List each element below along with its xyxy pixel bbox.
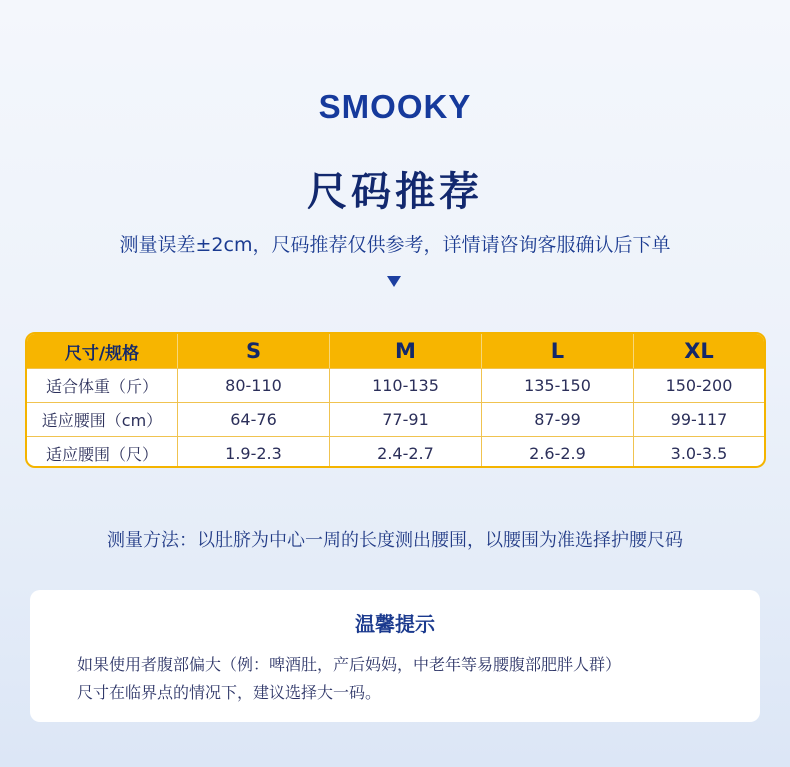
tips-line-1: 如果使用者腹部偏大（例：啤酒肚，产后妈妈，中老年等易腰腹部肥胖人群） (77, 655, 622, 674)
table-cell: 87-99 (482, 402, 634, 436)
table-cell: 150-200 (634, 368, 764, 402)
table-cell: 适合体重（斤） (27, 368, 178, 402)
table-cell: 99-117 (634, 402, 764, 436)
table-row-weight (27, 368, 764, 402)
tips-title: 温馨提示 (355, 612, 435, 636)
measurement-method: 测量方法：以肚脐为中心一周的长度测出腰围，以腰围为准选择护腰尺码 (107, 530, 683, 551)
table-cell: 1.9-2.3 (178, 436, 330, 468)
table-cell: 2.6-2.9 (482, 436, 634, 468)
table-cell: 77-91 (330, 402, 482, 436)
table-header-row (27, 334, 764, 368)
table-row-waist-cm (27, 402, 764, 436)
table-cell: 3.0-3.5 (634, 436, 764, 468)
brand-logo: SMOOKY (318, 88, 472, 125)
table-cell: 80-110 (178, 368, 330, 402)
table-row-waist-chi (27, 436, 764, 468)
table-cell: 适应腰围（尺） (27, 436, 178, 468)
header-cell-xl: XL (684, 339, 714, 363)
table-cell: 适应腰围（cm） (27, 402, 178, 436)
header-cell-s: S (178, 334, 330, 368)
table-cell: 64-76 (178, 402, 330, 436)
table-cell: 135-150 (482, 368, 634, 402)
measurement-note: 测量误差±2cm，尺码推荐仅供参考，详情请咨询客服确认后下单 (119, 234, 671, 256)
header-cell-m: M (330, 334, 482, 368)
tips-line-2: 尺寸在临界点的情况下，建议选择大一码。 (77, 683, 382, 702)
down-arrow-icon (387, 276, 401, 287)
header-cell-l: L (482, 334, 634, 368)
page-title: 尺码推荐 (307, 169, 483, 215)
table-cell: 110-135 (330, 368, 482, 402)
table-cell: 2.4-2.7 (330, 436, 482, 468)
size-table (25, 332, 766, 468)
header-cell-spec: 尺寸/规格 (27, 334, 178, 368)
tips-card (30, 590, 760, 722)
